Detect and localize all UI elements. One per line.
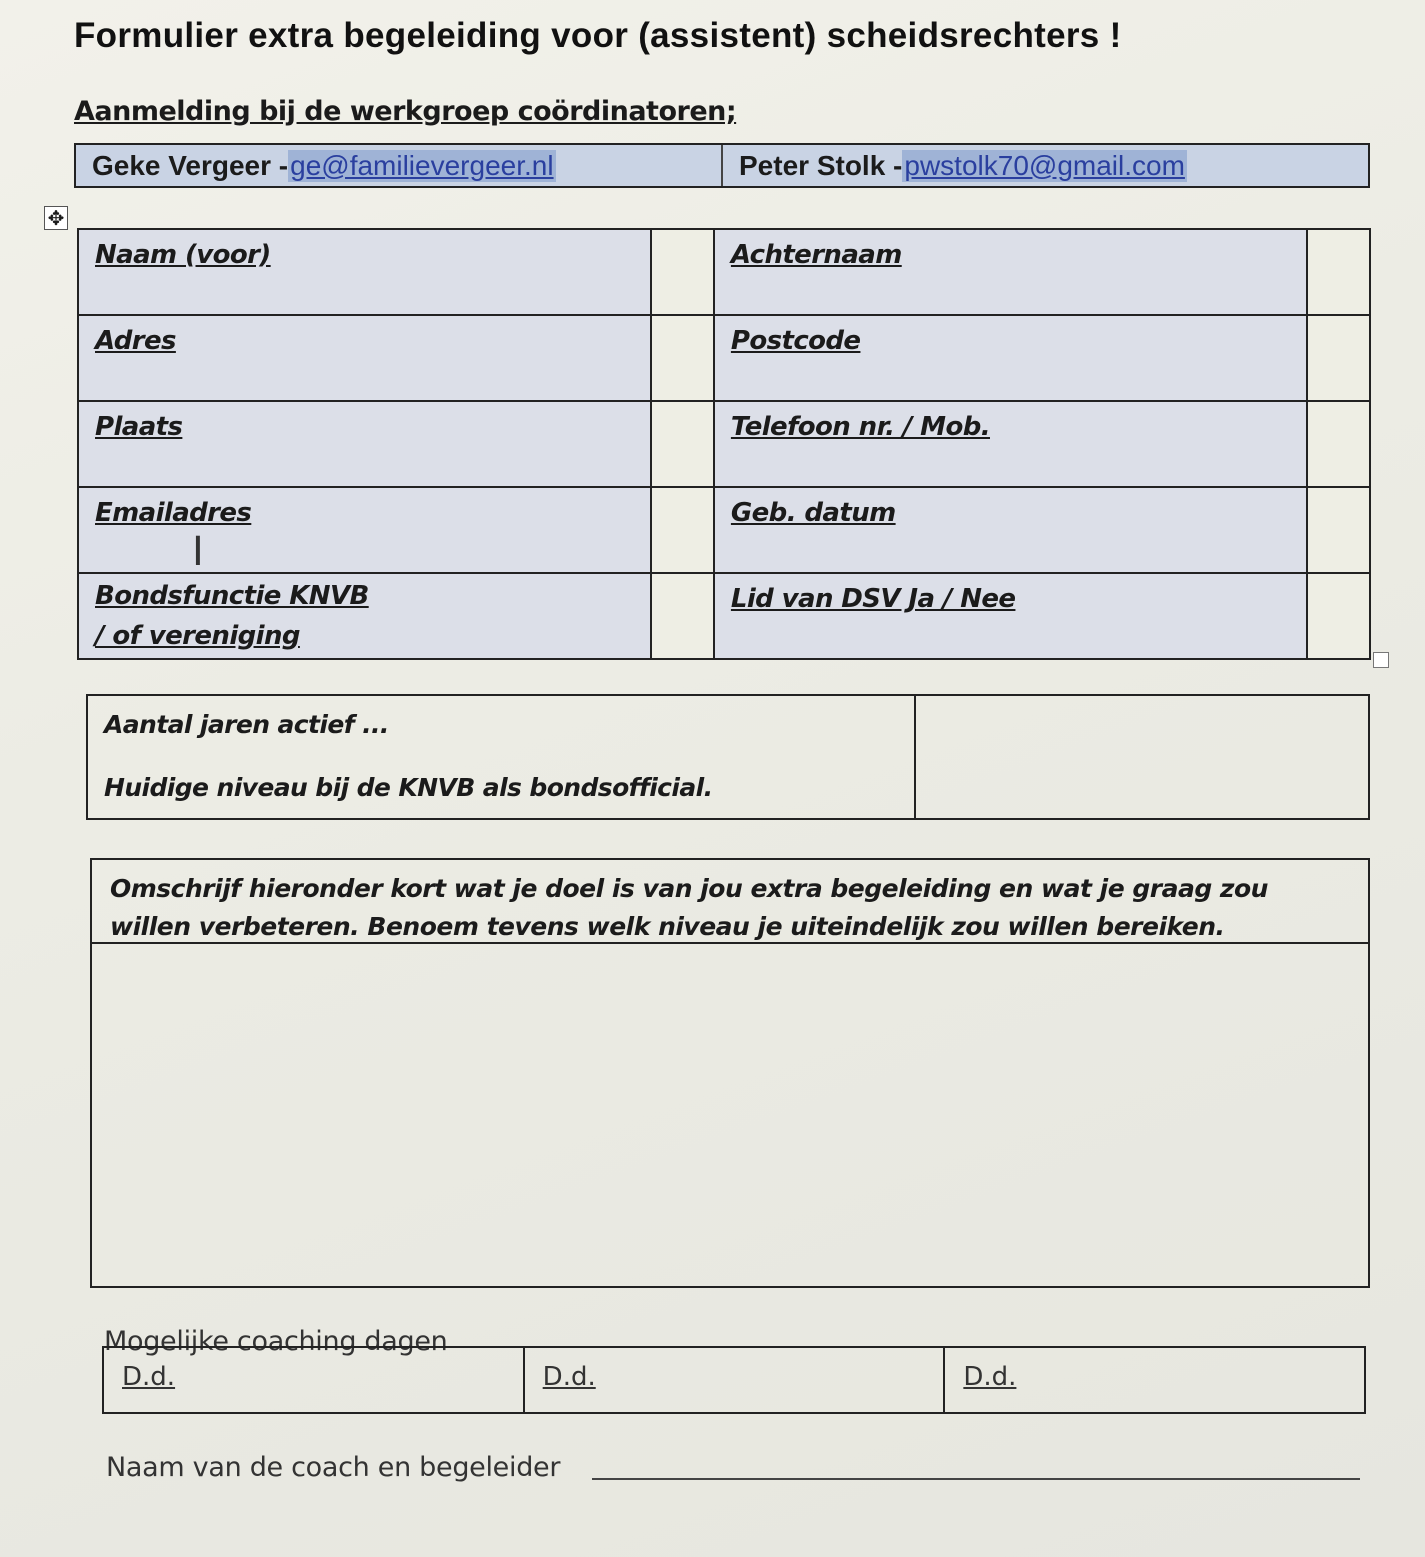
coach-name-label: Naam van de coach en begeleider: [106, 1452, 561, 1483]
resize-handle-icon[interactable]: [1373, 652, 1389, 668]
current-level-label: Huidige niveau bij de KNVB als bondsofficial.: [104, 773, 713, 802]
function-label: Bondsfunctie KNVB / of vereniging: [78, 573, 651, 659]
coaching-day-field[interactable]: D.d.: [122, 1362, 176, 1392]
phone-field[interactable]: [1307, 401, 1370, 487]
first-name-label: Naam (voor): [78, 229, 651, 315]
table-row: [78, 315, 1370, 401]
description-prompt-line: willen verbeteren. Benoem tevens welk niveau je uiteindelijk zou willen bereiken.: [110, 912, 1225, 941]
table-row: [78, 401, 1370, 487]
page-title: Formulier extra begeleiding voor (assistent) scheidsrechters !: [74, 16, 1122, 55]
first-name-field[interactable]: [651, 229, 714, 315]
page-subtitle: Aanmelding bij de werkgroep coördinatoren;: [74, 96, 737, 127]
last-name-field[interactable]: [1307, 229, 1370, 315]
contact-name: Peter Stolk -: [739, 149, 903, 181]
postcode-label: Postcode: [714, 315, 1307, 401]
postcode-field[interactable]: [1307, 315, 1370, 401]
contact-peter: [723, 145, 1368, 186]
move-handle-icon[interactable]: ✥: [44, 206, 68, 230]
table-row: [78, 487, 1370, 573]
contact-name: Geke Vergeer -: [92, 149, 289, 181]
city-label: Plaats: [78, 401, 651, 487]
description-field[interactable]: [92, 944, 1368, 1284]
email-label: Emailadres: [78, 487, 651, 573]
table-row: [78, 573, 1370, 659]
email-field[interactable]: [651, 487, 714, 573]
description-box: [90, 858, 1370, 1288]
level-labels: [88, 696, 916, 818]
contact-bar: [74, 143, 1370, 188]
description-prompt: [92, 860, 1368, 944]
years-active-label: Aantal jaren actief ...: [104, 710, 389, 739]
text-cursor-icon: I: [192, 529, 204, 575]
coaching-days-label: Mogelijke coaching dagen: [104, 1326, 448, 1357]
address-label: Adres: [78, 315, 651, 401]
function-field[interactable]: [651, 573, 714, 659]
dsv-member-label: Lid van DSV Ja / Nee: [714, 573, 1307, 659]
birth-date-label: Geb. datum: [714, 487, 1307, 573]
contact-email-link[interactable]: pwstolk70@gmail.com: [904, 149, 1185, 181]
coaching-days-row: [102, 1346, 1366, 1414]
coach-name-field[interactable]: [592, 1478, 1360, 1480]
city-field[interactable]: [651, 401, 714, 487]
level-table: [86, 694, 1370, 820]
contact-geke: [76, 145, 723, 186]
phone-label: Telefoon nr. / Mob.: [714, 401, 1307, 487]
dsv-member-field[interactable]: [1307, 573, 1370, 659]
last-name-label: Achternaam: [714, 229, 1307, 315]
contact-email-link[interactable]: ge@familievergeer.nl: [290, 149, 554, 181]
birth-date-field[interactable]: [1307, 487, 1370, 573]
coaching-day-field[interactable]: D.d.: [943, 1348, 1364, 1412]
coaching-day-field[interactable]: D.d.: [523, 1348, 944, 1412]
description-prompt-line: Omschrijf hieronder kort wat je doel is van jou extra begeleiding en wat je graag zou: [110, 874, 1268, 903]
table-row: [78, 229, 1370, 315]
address-field[interactable]: [651, 315, 714, 401]
level-field[interactable]: [916, 696, 1368, 818]
details-table: [77, 228, 1371, 660]
